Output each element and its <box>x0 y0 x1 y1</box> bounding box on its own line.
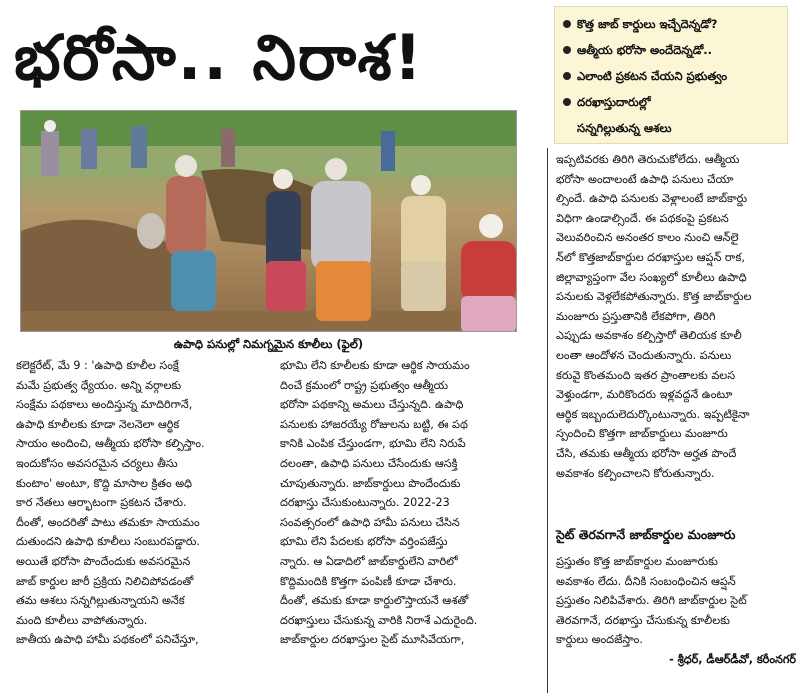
text-line: ఇప్పటివరకు తిరిగి తెరుచుకోలేదు. ఆత్మీయ <box>556 153 740 166</box>
text-line: కానికి ఎంపిక చేస్తుండగా, భూమి లేని నిరుపే <box>280 437 466 451</box>
text-line: ల్సిందే. ఉపాధి పనులకు వెళ్లాలంటే జాబ్‌కార్డు <box>556 192 748 206</box>
text-line: జిల్లావ్యాప్తంగా వేల సంఖ్యలో కూలీలు ఉపాధి <box>556 270 747 284</box>
text-line: న్నారు. ఆ ఏడాదిలో జాబ్‌కార్డులేని వారిలో <box>280 554 458 568</box>
text-line: పనులకు హాజరయ్యే రోజులను బట్టి, ఈ పథ <box>280 417 468 431</box>
highlight-item-continued: సన్నగిల్లుతున్న ఆశలు <box>577 121 672 135</box>
text-line: చేసి, తమకు ఆత్మీయ భరోసా అర్హత పొందే <box>556 446 737 460</box>
text-line: అవకాశం లేదు. దీనికి సంబంధించిన ఆప్షన్ <box>556 574 736 588</box>
text-line: జాతీయ ఉపాధి హామీ పథకంలో పనిచేస్తూ, <box>16 633 199 647</box>
text-line: దీంతో, అందరితో పాటు తమకూ సాయమం <box>16 515 200 529</box>
headline: భరోసా.. నిరాశ! <box>14 21 424 94</box>
column-divider <box>547 148 548 693</box>
photo-caption: ఉపాధి పనుల్లో నిమగ్నమైన కూలీలు (ఫైల్) <box>173 337 364 351</box>
text-line: ఇందుకోసం అవసరమైన చర్యలు తీసు <box>16 456 178 470</box>
text-line: సంవత్సరంలో ఉపాధి హామీ పనులు చేసిన <box>280 515 460 529</box>
highlight-item: ఎలాంటి ప్రకటన చేయని ప్రభుత్వం <box>561 63 781 89</box>
highlights-box <box>554 6 788 144</box>
text-line: సంక్షేమ పథకాలు అందిస్తున్న మాదిరిగానే, <box>16 398 193 412</box>
text-line: విధిగా ఉండాల్సిందే. ఈ పథకంపై ప్రకటన <box>556 211 729 225</box>
text-line: జాబ్ కార్డుల జారీ ప్రక్రియ నిలిచిపోవడంతో <box>16 574 194 588</box>
text-line: ప్రస్తుతం కొత్త జాబ్‌కార్డుల మంజూరుకు <box>556 555 718 568</box>
text-line: వెళ్తుండగా, మరికొందరు ఇళ్లవద్దనే ఉంటూ <box>556 388 733 402</box>
bullet-icon <box>563 72 571 80</box>
text-line: కరువై కొంతమంది ఇతర ప్రాంతాలకు వలస <box>556 368 736 382</box>
text-line: కొద్దిమందికి కొత్తగా పంపిణీ కూడా చేశారు. <box>280 574 457 588</box>
byline: - శ్రీధర్, డీఆర్‌డీవో, కరీంనగర్ <box>669 652 796 666</box>
text-line: ఉపాధి కూలీలకు కూడా నెలనెలా ఆర్థిక <box>16 417 180 431</box>
text-line: అవకాశం కల్పించాలని కోరుతున్నారు. <box>556 466 715 480</box>
text-line: న్‌లో కొత్తజాబ్‌కార్డుల దరఖాస్తుల ఆప్షన్ రాక, <box>556 250 745 264</box>
text-line: దించే క్రమంలో రాష్ట్ర ప్రభుత్వం ఆత్మీయ <box>280 378 448 392</box>
text-line: సాయం అందించి, ఆత్మీయ భరోసా కల్పిస్తాం. <box>16 437 205 451</box>
text-line: పనులకు వెళ్లలేకపోతున్నారు. కొత్త జాబ్‌కార్డుల <box>556 290 752 304</box>
text-line: కలెక్టరేట్, మే 9 : 'ఉపాధి కూలీల సంక్షే <box>16 359 179 372</box>
article-column-4 <box>556 552 796 692</box>
text-line: మంది కూలీలు వాపోతున్నారు. <box>16 613 148 627</box>
text-line: కుంటాం' అంటూ, కొద్ది మాసాల క్రితం అధి <box>16 476 193 490</box>
text-line: వెలువరించిన అనంతర కాలం నుంచి ఆన్‌లై <box>556 231 739 245</box>
text-line: దలంతా, ఉపాధి పనులు చేసేందుకు ఆసక్తి <box>280 456 458 470</box>
article-column-3 <box>556 150 796 510</box>
bullet-icon <box>563 98 571 106</box>
text-line: భూమి లేని కూలీలకు కూడా ఆర్థిక సాయమం <box>280 359 470 372</box>
text-line: తమ ఆశలు సన్నగిల్లుతున్నాయని అనేక <box>16 594 185 608</box>
bullet-icon <box>563 20 571 28</box>
text-line: ప్రస్తుతం నిలిపివేశారు. తిరిగి జాబ్‌కార్డుల సైట్ <box>556 594 747 608</box>
section-subheading: సైట్ తెరవగానే జాబ్‌కార్డుల మంజూరు <box>556 527 736 542</box>
bullet-icon <box>563 46 571 54</box>
text-line: భూమి లేని పేదలకు భరోసా వర్తింపజేస్తు <box>280 535 448 549</box>
news-photo <box>20 110 517 332</box>
text-line: దరఖాస్తులు చేసుకున్న వారికి నిరాశే ఎదురైంది. <box>280 613 478 627</box>
highlight-item: కొత్త జాబ్ కార్డులు ఇచ్చేదెన్నడో? <box>561 11 781 37</box>
text-line: భరోసా పథకాన్ని అమలు చేస్తున్నది. ఉపాధి <box>280 398 464 412</box>
text-line: స్పందించి కొత్తగా జాబ్‌కార్డులు మంజూరు <box>556 427 728 441</box>
text-line: తెరవగానే, దరఖాస్తు చేసుకున్న కూలీలకు <box>556 613 730 627</box>
text-line: భరోసా అందాలంటే ఉపాధి పనులు చేయా <box>556 172 734 186</box>
text-line: లంతా ఆందోళన చెందుతున్నారు. పనులు <box>556 348 732 362</box>
text-line: మమే ప్రభుత్వ ధ్యేయం. అన్ని వర్గాలకు <box>16 378 182 392</box>
text-line: చూపుతున్నారు. జాబ్‌కార్డులు పొందేందుకు <box>280 476 461 490</box>
text-line: జాబ్‌కార్డుల దరఖాస్తుల సైట్ మూసివేయగా, <box>280 633 465 647</box>
text-line: ఆర్థిక ఇబ్బందులెదుర్కొంటున్నారు. ఇప్పటికైనా <box>556 407 750 421</box>
text-line: దరఖాస్తు చేసుకుంటున్నారు. 2022-23 <box>280 496 450 510</box>
text-line: మంజూరు ప్రస్తుతానికి లేకపోగా, తిరిగి <box>556 309 716 323</box>
highlight-item: ఆత్మీయ భరోసా అందేదెన్నడో.. <box>561 37 781 63</box>
text-line: అయితే భరోసా పొందేందుకు అవసరమైన <box>16 554 191 568</box>
text-line: దుతుందని ఉపాధి కూలీలు సంబురపడ్డారు. <box>16 535 200 549</box>
text-line: దీంతో, తమకు కూడా కార్డులొస్తాయనే ఆశతో <box>280 594 469 608</box>
highlight-item: దరఖాస్తుదారుల్లో <box>561 89 781 115</box>
text-line: కార్డులు అందజేస్తాం. <box>556 633 643 647</box>
article-column-1 <box>16 356 268 696</box>
text-line: కార నేతలు ఆర్భాటంగా ప్రకటన చేశారు. <box>16 496 187 510</box>
article-column-2 <box>280 356 538 696</box>
workers-illustration <box>21 111 517 332</box>
text-line: ఎప్పుడు అవకాశం కల్పిస్తారో తెలియక కూలీ <box>556 329 742 343</box>
